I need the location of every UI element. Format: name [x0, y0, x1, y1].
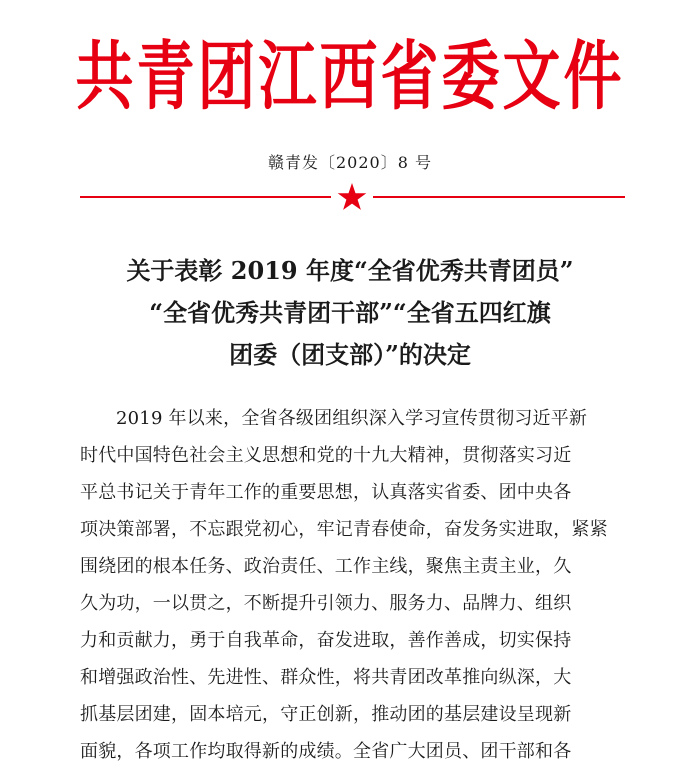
body-line: 2019 年以来，全省各级团组织深入学习宣传贯彻习近平新 [116, 408, 588, 429]
body-line: 面貌，各项工作均取得新的成绩。全省广大团员、团干部和各 [80, 741, 572, 762]
decision-title-line: 关于表彰 2019 年度“全省优秀共青团员” [126, 256, 574, 285]
red-divider-right [373, 196, 625, 198]
body-line: 平总书记关于青年工作的重要思想，认真落实省委、团中央各 [80, 482, 572, 503]
body-line: 抓基层团建，固本培元，守正创新，推动团的基层建设呈现新 [80, 704, 572, 725]
document-number: 赣青发〔2020〕8 号 [268, 153, 432, 172]
decision-title-line: “全省优秀共青团干部”“全省五四红旗 [149, 298, 551, 327]
decision-title [0, 250, 700, 376]
red-star-shape [338, 183, 367, 210]
document-header-title: 共青团江西省委文件 [75, 32, 625, 120]
red-star-icon [336, 182, 368, 214]
body-line: 久为功，一以贯之，不断提升引领力、服务力、品牌力、组织 [80, 593, 572, 614]
body-line: 力和贡献力，勇于自我革命，奋发进取，善作善成，切实保持 [80, 630, 572, 651]
decision-title-line: 团委（团支部）”的决定 [229, 340, 471, 369]
red-divider-left [80, 196, 331, 198]
body-paragraph [80, 400, 636, 770]
body-line: 时代中国特色社会主义思想和党的十九大精神，贯彻落实习近 [80, 445, 572, 466]
body-line: 围绕团的根本任务、政治责任、工作主线，聚焦主责主业，久 [80, 556, 572, 577]
body-line: 项决策部署，不忘跟党初心，牢记青春使命，奋发务实进取，紧紧 [80, 519, 608, 540]
body-line: 和增强政治性、先进性、群众性，将共青团改革推向纵深，大 [80, 667, 572, 688]
